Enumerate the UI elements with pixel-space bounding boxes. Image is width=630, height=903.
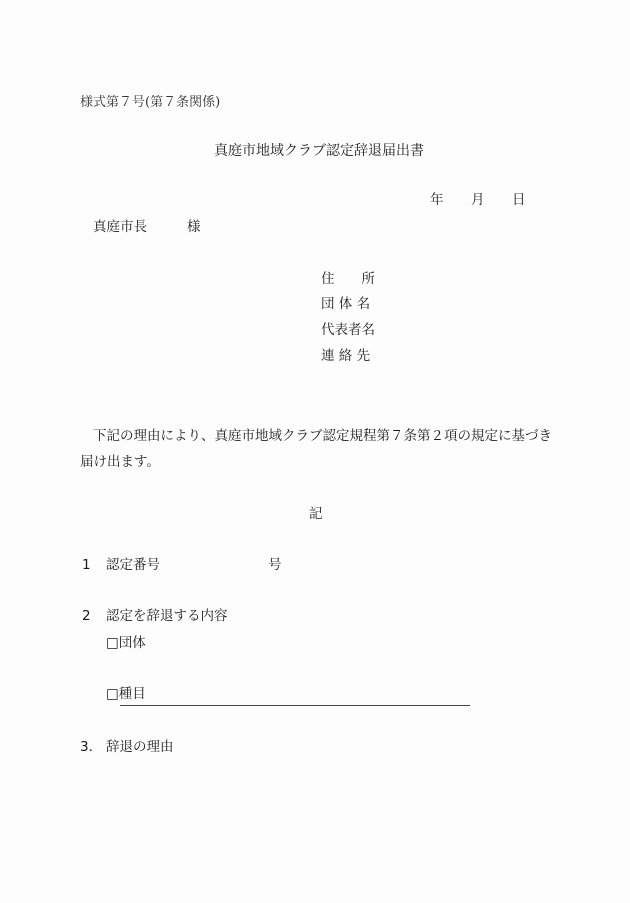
field-group-name: 団 体 名: [321, 296, 371, 312]
item-1-number: 1: [82, 557, 91, 573]
item-2-number: 2: [82, 608, 91, 624]
addressee-name: 真庭市長: [93, 219, 147, 235]
item-3-label: 辞退の理由: [106, 739, 174, 755]
item-3-number: 3．: [80, 739, 103, 755]
date-day: 日: [512, 192, 526, 208]
option-group[interactable]: [106, 637, 146, 651]
sport-entry-line[interactable]: [120, 705, 470, 706]
item-1-label: 認定番号: [106, 557, 160, 573]
checkbox-group[interactable]: □: [106, 635, 119, 651]
item-2-label: 認定を辞退する内容: [106, 608, 228, 624]
checkbox-sport[interactable]: □: [106, 686, 119, 702]
option-group-label: 団体: [118, 635, 146, 651]
date-year: 年: [430, 192, 444, 208]
field-representative: 代表者名: [321, 322, 375, 338]
field-contact: 連 絡 先: [321, 348, 371, 364]
body-line-1: 下記の理由により、真庭市地域クラブ認定規程第７条第２項の規定に基づき: [93, 428, 552, 444]
field-address: 住 所: [321, 271, 375, 287]
date-month: 月: [471, 192, 485, 208]
option-sport[interactable]: [106, 688, 146, 702]
item-1-suffix: 号: [268, 557, 282, 573]
body-line-2: 届け出ます。: [80, 454, 160, 470]
ki-heading: 記: [309, 506, 323, 522]
option-sport-label: 種目: [118, 686, 146, 702]
document-title: 真庭市地域クラブ認定辞退届出書: [214, 143, 424, 159]
addressee-honorific: 様: [187, 219, 201, 235]
form-number: 様式第７号(第７条関係): [80, 95, 221, 110]
